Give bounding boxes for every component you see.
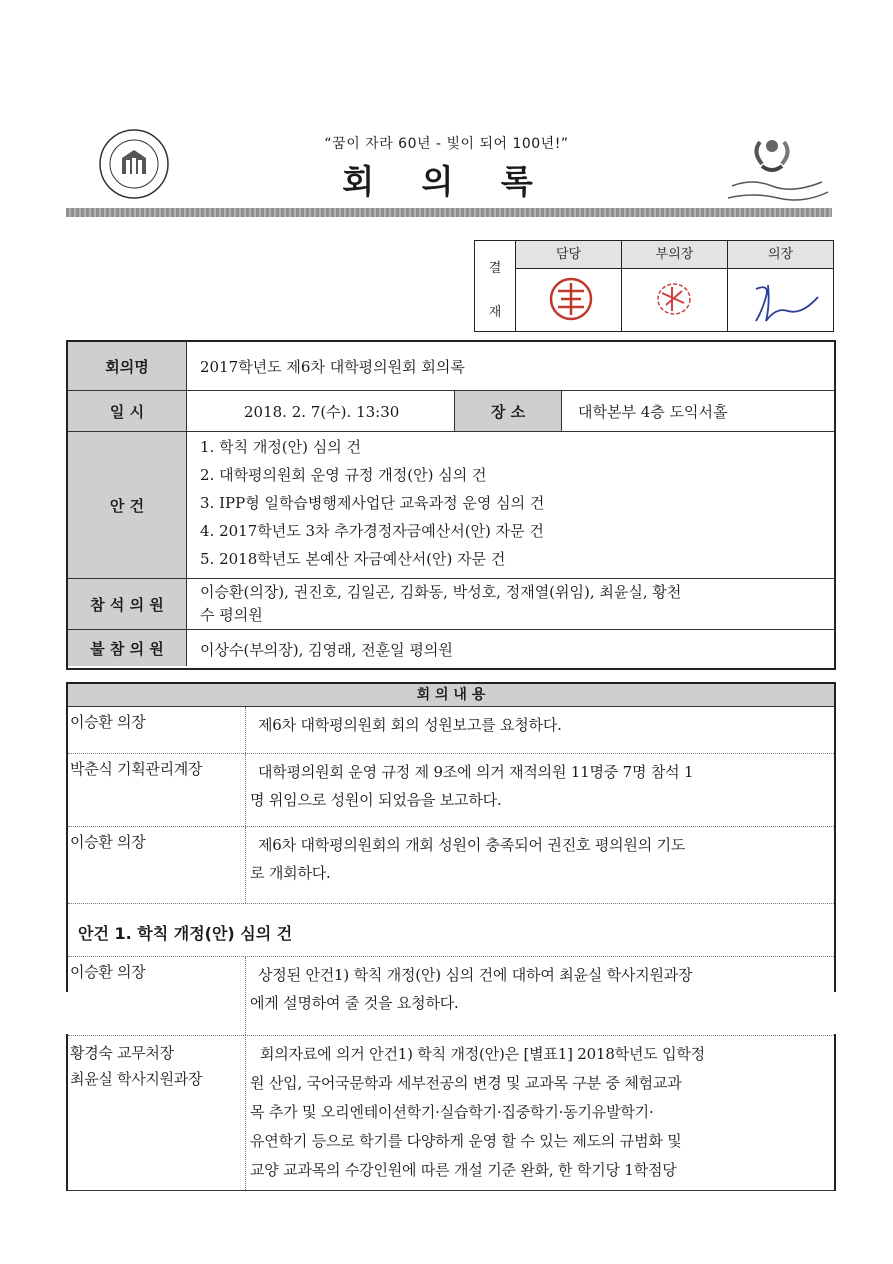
approval-col-chair-label: 의장 [728, 241, 833, 269]
approval-col-staff-label: 담당 [516, 241, 621, 269]
vice-chair-seal-stamp [622, 269, 727, 331]
document-title: 회 의 록 [342, 162, 551, 201]
speaker-cell [68, 754, 246, 826]
agenda-item: 1. 학칙 개정(안) 심의 건 [200, 438, 362, 456]
speaker-name: 황경숙 교무처장 [70, 1044, 174, 1062]
minutes-line: 원 산입, 국어국문학과 세부전공의 변경 및 교과목 구분 중 체험교과 [250, 1074, 682, 1092]
approval-side-top: 결 [488, 261, 502, 276]
attendees-line: 이승환(의장), 권진호, 김일곤, 김화동, 박성호, 정재열(위임), 최윤실, 황천 [200, 583, 682, 601]
minutes-line: 회의자료에 의거 안건1) 학칙 개정(안)은 [별표1] 2018학년도 입학정 [260, 1045, 705, 1063]
speaker-name: 최윤실 학사지원과장 [70, 1070, 203, 1088]
approval-col-vice-chair-label: 부의장 [622, 241, 727, 269]
staff-seal-stamp [516, 269, 621, 331]
agenda-row [68, 432, 834, 579]
meeting-name-row [68, 342, 834, 391]
agenda-item: 4. 2017학년도 3차 추가경정자금예산서(안) 자문 건 [200, 522, 544, 540]
agenda-item: 2. 대학평의원회 운영 규정 개정(안) 심의 건 [200, 466, 487, 484]
minutes-line: 대학평의원회 운영 규정 제 9조에 의거 재적의원 11명중 7명 참석 1 [258, 763, 694, 781]
speaker-cell [68, 1034, 246, 1190]
absentees-row [68, 630, 834, 666]
approval-side-bottom: 재 [488, 305, 502, 320]
absentees-label: 불 참 의 원 [68, 630, 187, 666]
approval-side-label [475, 241, 516, 331]
agenda-list [200, 436, 544, 576]
speaker-name: 박춘식 기획관리계장 [70, 760, 203, 778]
datetime-row [68, 391, 834, 432]
chair-signature [728, 269, 833, 331]
agenda1-title: 안건 1. 학칙 개정(안) 심의 건 [78, 924, 293, 943]
minutes-text [250, 961, 828, 1017]
minutes-entry [68, 957, 834, 1036]
approval-col-vice-chair [622, 241, 728, 331]
speaker-cell [68, 827, 246, 903]
meeting-name-label: 회의명 [68, 342, 187, 390]
absentees-value: 이상수(부의장), 김영래, 전훈일 평의원 [200, 641, 453, 659]
agenda-item: 5. 2018학년도 본예산 자금예산서(안) 자문 건 [200, 550, 506, 568]
minutes-entry [68, 754, 834, 827]
attendees-value [200, 581, 681, 627]
datetime-value: 2018. 2. 7(수). 13:30 [244, 403, 400, 421]
speaker-name: 이승환 의장 [70, 833, 146, 851]
attendees-row [68, 579, 834, 630]
attendees-label: 참 석 의 원 [68, 579, 187, 629]
meeting-name-value: 2017학년도 제6차 대학평의원회 회의록 [200, 358, 465, 376]
minutes-line: 에게 설명하여 줄 것을 요청하다. [250, 994, 459, 1012]
minutes-entry [66, 1034, 836, 1191]
minutes-entry [68, 707, 834, 754]
minutes-line: 상정된 안건1) 학칙 개정(안) 심의 건에 대하여 최윤실 학사지원과장 [258, 966, 693, 984]
datetime-label: 일 시 [68, 391, 187, 431]
minutes-section [66, 682, 836, 1012]
approval-col-chair [728, 241, 833, 331]
minutes-text [250, 758, 828, 814]
speaker-name: 이승환 의장 [70, 713, 146, 731]
minutes-line: 제6차 대학평의원회의 개회 성원이 충족되어 권진호 평의원의 기도 [258, 836, 686, 854]
speaker-name: 이승환 의장 [70, 963, 146, 981]
speaker-cell [68, 957, 246, 1035]
minutes-text [250, 1040, 828, 1185]
place-value: 대학본부 4층 도익서홀 [578, 403, 728, 421]
header-divider [66, 208, 832, 217]
speaker-cell [68, 707, 246, 753]
minutes-line: 목 추가 및 오리엔테이션학기·실습학기·집중학기·동기유발학기· [250, 1103, 654, 1121]
minutes-line: 교양 교과목의 수강인원에 따른 개설 기준 완화, 한 학기당 1학점당 [250, 1161, 677, 1179]
minutes-line: 유연학기 등으로 학기를 다양하게 운영 할 수 있는 제도의 규범화 및 [250, 1132, 682, 1150]
meeting-info-table [66, 340, 836, 670]
approval-box [474, 240, 834, 332]
minutes-entry [68, 827, 834, 904]
minutes-text [250, 711, 828, 739]
approval-col-staff [516, 241, 622, 331]
agenda-label: 안 건 [68, 432, 187, 578]
minutes-text [250, 831, 828, 887]
minutes-line: 로 개회하다. [250, 864, 331, 882]
place-label: 장 소 [454, 391, 562, 431]
attendees-line: 수 평의원 [200, 606, 263, 624]
agenda-item: 3. IPP형 일학습병행제사업단 교육과정 운영 심의 건 [200, 494, 545, 512]
agenda1-heading-row [68, 904, 834, 957]
minutes-line: 제6차 대학평의원회 회의 성원보고를 요청하다. [258, 716, 562, 734]
minutes-heading: 회 의 내 용 [68, 684, 834, 707]
minutes-line: 명 위임으로 성원이 되었음을 보고하다. [250, 791, 502, 809]
slogan: “꿈이 자라 60년 - 빛이 되어 100년!” [324, 136, 569, 152]
